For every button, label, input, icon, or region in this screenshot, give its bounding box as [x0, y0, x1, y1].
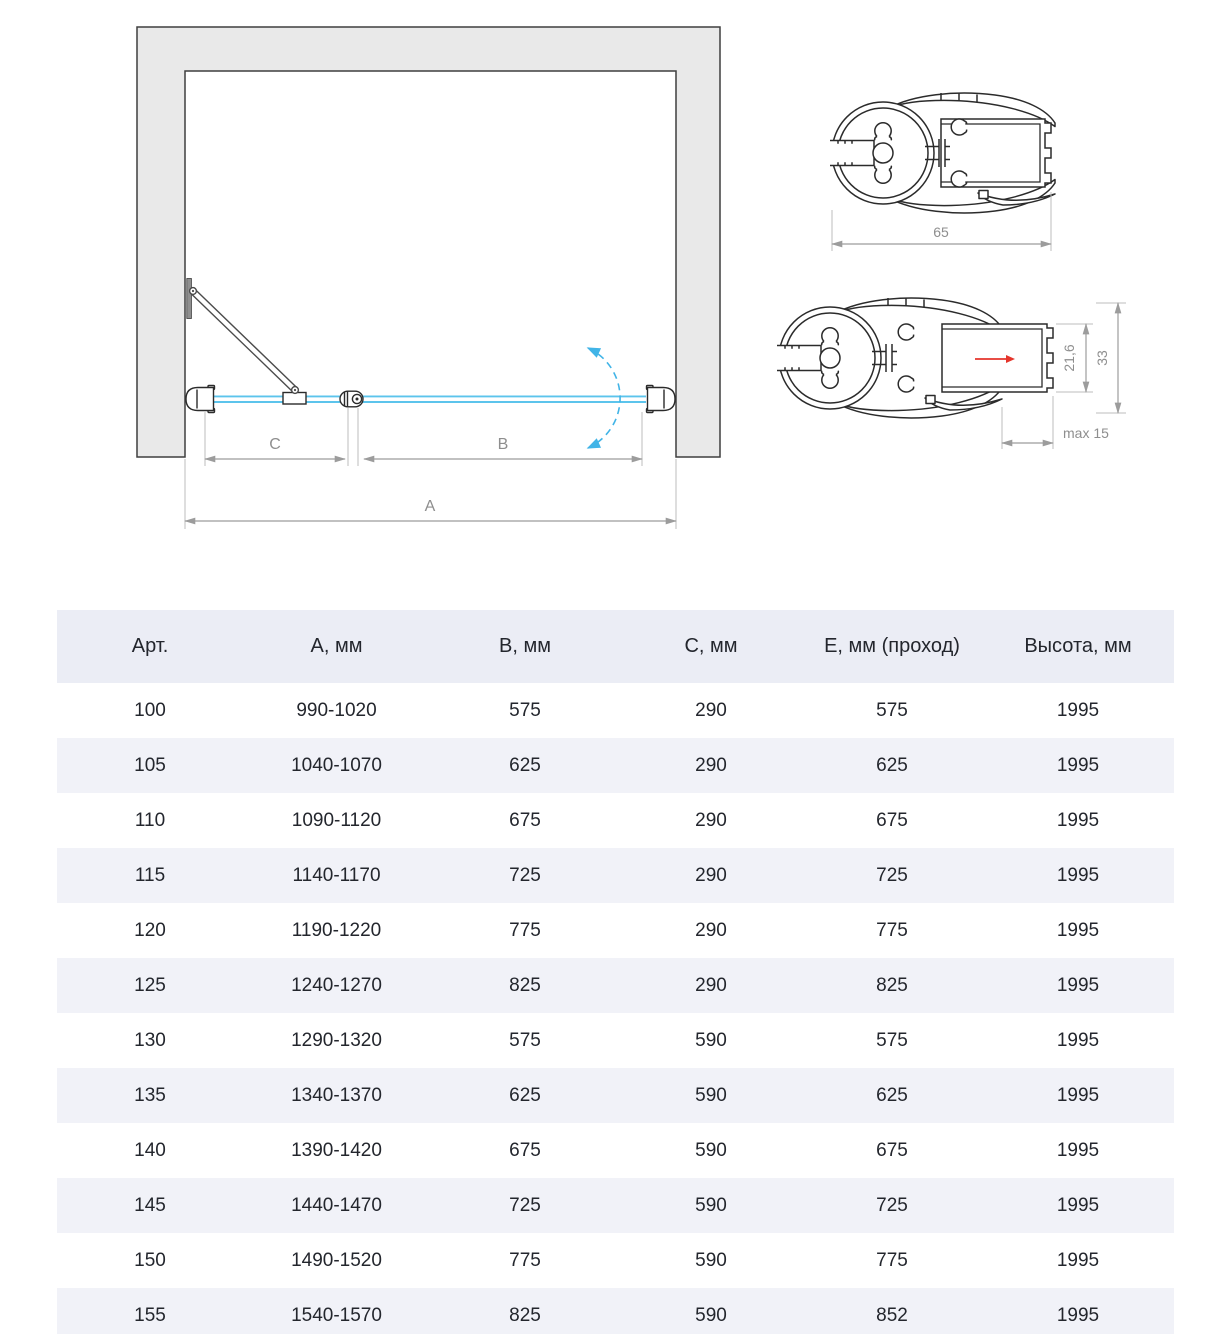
cell-b: 625	[509, 1084, 541, 1106]
door-swing-arc	[588, 348, 620, 448]
table-row	[57, 738, 1174, 793]
table-row	[57, 793, 1174, 848]
wall-profile-right	[647, 386, 676, 413]
cell-e: 575	[876, 699, 908, 721]
size-table	[57, 610, 1174, 1334]
glass-hinge	[340, 391, 363, 407]
cell-a: 1390-1420	[291, 1139, 382, 1161]
cell-c: 590	[695, 1029, 727, 1051]
cell-b: 625	[509, 754, 541, 776]
cell-a: 990-1020	[296, 699, 377, 721]
cell-c: 590	[695, 1139, 727, 1161]
support-bracket	[283, 393, 306, 405]
cell-height: 1995	[1056, 864, 1100, 886]
cell-height: 1995	[1056, 919, 1100, 941]
dimension-33	[1094, 303, 1126, 413]
cell-c: 290	[695, 699, 727, 721]
column-header-art: Арт.	[131, 635, 169, 657]
cell-b: 675	[509, 1139, 541, 1161]
front-view-diagram	[137, 27, 720, 529]
cell-e: 725	[876, 864, 908, 886]
cell-art: 130	[134, 1029, 166, 1051]
door-rail-extended	[942, 324, 1053, 392]
cell-a: 1240-1270	[291, 974, 382, 996]
table-row	[57, 903, 1174, 958]
cell-e: 675	[876, 1139, 908, 1161]
cell-height: 1995	[1056, 1249, 1100, 1271]
cell-a: 1140-1170	[292, 864, 381, 886]
technical-drawing	[0, 0, 1231, 580]
table-row	[57, 1288, 1174, 1334]
cell-art: 120	[134, 919, 166, 941]
table-row	[57, 1233, 1174, 1288]
cell-e: 775	[876, 919, 908, 941]
cell-art: 110	[134, 809, 166, 831]
cell-art: 100	[134, 699, 166, 721]
cell-a: 1540-1570	[291, 1304, 382, 1326]
profile-section-extended	[776, 298, 1126, 449]
cell-height: 1995	[1056, 699, 1100, 721]
cell-b: 575	[509, 699, 541, 721]
dimension-label-a: A	[424, 498, 436, 515]
dimension-label-b: B	[497, 436, 509, 453]
cell-e: 775	[876, 1249, 908, 1271]
cell-art: 105	[134, 754, 166, 776]
glass-panel	[210, 396, 646, 402]
cell-b: 675	[509, 809, 541, 831]
cell-e: 625	[876, 1084, 908, 1106]
cell-c: 590	[695, 1194, 727, 1216]
cell-e: 625	[876, 754, 908, 776]
cell-a: 1290-1320	[291, 1029, 382, 1051]
column-header-c: С, мм	[684, 635, 738, 657]
cell-b: 825	[509, 974, 541, 996]
cell-c: 590	[695, 1084, 727, 1106]
cell-e: 675	[876, 809, 908, 831]
size-table-body	[57, 683, 1174, 1334]
cell-art: 125	[134, 974, 166, 996]
cell-height: 1995	[1056, 1304, 1100, 1326]
cell-c: 290	[695, 919, 727, 941]
table-row	[57, 1178, 1174, 1233]
cell-height: 1995	[1056, 1029, 1100, 1051]
cell-a: 1190-1220	[291, 919, 382, 941]
cell-height: 1995	[1056, 754, 1100, 776]
column-header-e: Е, мм (проход)	[824, 635, 960, 657]
cell-a: 1090-1120	[291, 809, 382, 831]
cell-e: 575	[876, 1029, 908, 1051]
table-row	[57, 958, 1174, 1013]
dimension-label-c: C	[269, 436, 281, 453]
dimension-label-65: 65	[933, 224, 949, 240]
wall-structure	[137, 27, 720, 457]
table-row	[57, 683, 1174, 738]
cell-height: 1995	[1056, 1194, 1100, 1216]
table-row	[57, 1068, 1174, 1123]
cell-a: 1340-1370	[291, 1084, 382, 1106]
size-table-header	[57, 610, 1174, 683]
cell-a: 1440-1470	[291, 1194, 382, 1216]
dimension-label-33: 33	[1094, 350, 1110, 366]
column-header-height: Высота, мм	[1024, 635, 1132, 657]
column-header-b: В, мм	[499, 635, 551, 657]
wall-profile-left	[186, 386, 215, 413]
cell-c: 290	[695, 864, 727, 886]
dimension-label-21-6: 21,6	[1061, 344, 1077, 372]
support-bar-wall-plate	[187, 279, 192, 319]
cell-c: 590	[695, 1249, 727, 1271]
table-row	[57, 848, 1174, 903]
cell-b: 775	[509, 919, 541, 941]
cell-height: 1995	[1056, 1084, 1100, 1106]
cell-height: 1995	[1056, 809, 1100, 831]
cell-e: 852	[876, 1304, 908, 1326]
table-row	[57, 1123, 1174, 1178]
cell-height: 1995	[1056, 974, 1100, 996]
dimension-label-max-15: max 15	[1063, 425, 1109, 441]
column-header-a: А, мм	[310, 635, 363, 657]
cell-e: 725	[876, 1194, 908, 1216]
cell-c: 590	[695, 1304, 727, 1326]
profile-section-closed	[829, 93, 1055, 251]
cell-art: 135	[134, 1084, 166, 1106]
cell-c: 290	[695, 754, 727, 776]
cell-art: 140	[134, 1139, 166, 1161]
support-bar	[187, 279, 299, 394]
cell-art: 150	[134, 1249, 166, 1271]
cell-b: 575	[509, 1029, 541, 1051]
cell-art: 155	[134, 1304, 166, 1326]
cell-height: 1995	[1056, 1139, 1100, 1161]
cell-c: 290	[695, 974, 727, 996]
cell-a: 1040-1070	[291, 754, 382, 776]
cell-art: 115	[134, 864, 166, 886]
cell-b: 825	[509, 1304, 541, 1326]
cell-e: 825	[876, 974, 908, 996]
cell-art: 145	[134, 1194, 166, 1216]
table-row	[57, 1013, 1174, 1068]
cell-b: 725	[509, 864, 541, 886]
cell-b: 775	[509, 1249, 541, 1271]
cell-c: 290	[695, 809, 727, 831]
dimension-max-15	[1002, 396, 1109, 449]
cell-a: 1490-1520	[291, 1249, 382, 1271]
dimension-21-6	[1056, 324, 1093, 392]
cell-b: 725	[509, 1194, 541, 1216]
